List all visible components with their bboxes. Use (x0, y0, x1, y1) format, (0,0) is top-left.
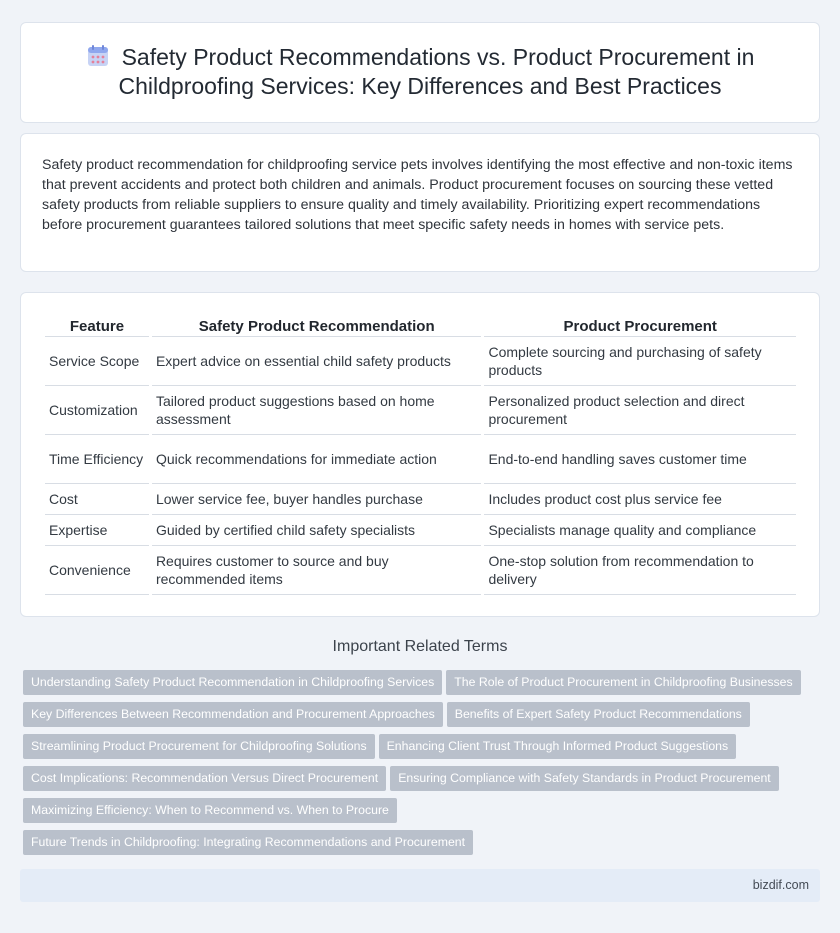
feature-cell: Service Scope (45, 337, 149, 386)
related-terms-list (23, 670, 813, 862)
footer-site-link[interactable]: bizdif.com (752, 878, 809, 892)
procurement-cell: Includes product cost plus service fee (484, 484, 796, 515)
calendar-grid-icon (86, 44, 110, 68)
comparison-table (42, 317, 799, 595)
feature-cell: Expertise (45, 515, 149, 546)
related-term-tag[interactable]: Streamlining Product Procurement for Childproofing Solutions (23, 734, 375, 759)
table-row (45, 435, 796, 484)
feature-cell: Customization (45, 386, 149, 435)
related-term-tag[interactable]: Enhancing Client Trust Through Informed Product Suggestions (379, 734, 737, 759)
related-terms-heading: Important Related Terms (332, 638, 508, 655)
related-term-tag[interactable]: Understanding Safety Product Recommendation in Childproofing Services (23, 670, 442, 695)
recommendation-cell: Requires customer to source and buy recommended items (152, 546, 482, 595)
table-row (45, 546, 796, 595)
recommendation-cell: Quick recommendations for immediate action (152, 435, 482, 484)
recommendation-cell: Guided by certified child safety specialists (152, 515, 482, 546)
related-term-tag[interactable]: Benefits of Expert Safety Product Recommendations (447, 702, 750, 727)
header-recommendation: Safety Product Recommendation (152, 317, 482, 337)
procurement-cell: End-to-end handling saves customer time (484, 435, 796, 484)
procurement-cell: Personalized product selection and direct procurement (484, 386, 796, 435)
intro-paragraph: Safety product recommendation for childproofing service pets involves identifying the most effective and non-toxic items that prevent accidents and protect both children and animals. Product procurement focuses on sourcing these vetted safety products from reliable suppliers to ensure quality and timely availability. Prioritizing expert recommendations before procurement guarantees tailored solutions that meet specific safety needs in homes with service pets. (42, 157, 793, 233)
feature-cell: Convenience (45, 546, 149, 595)
related-term-tag[interactable]: Ensuring Compliance with Safety Standards in Product Procurement (390, 766, 779, 791)
feature-cell: Time Efficiency (45, 435, 149, 484)
procurement-cell: Complete sourcing and purchasing of safety products (484, 337, 796, 386)
title-card (20, 22, 820, 123)
procurement-cell: One-stop solution from recommendation to delivery (484, 546, 796, 595)
related-term-tag[interactable]: Future Trends in Childproofing: Integrating Recommendations and Procurement (23, 830, 473, 855)
intro-card (20, 133, 820, 272)
related-term-tag[interactable]: Key Differences Between Recommendation and Procurement Approaches (23, 702, 443, 727)
recommendation-cell: Tailored product suggestions based on home assessment (152, 386, 482, 435)
recommendation-cell: Lower service fee, buyer handles purchase (152, 484, 482, 515)
table-row (45, 484, 796, 515)
table-header-row (45, 317, 796, 337)
page-title (21, 43, 819, 101)
table-row (45, 515, 796, 546)
footer-bar (20, 869, 820, 902)
table-row (45, 386, 796, 435)
related-term-tag[interactable]: Maximizing Efficiency: When to Recommend vs. When to Procure (23, 798, 397, 823)
table-row (45, 337, 796, 386)
feature-cell: Cost (45, 484, 149, 515)
procurement-cell: Specialists manage quality and compliance (484, 515, 796, 546)
comparison-card (20, 292, 820, 617)
related-term-tag[interactable]: The Role of Product Procurement in Childproofing Businesses (446, 670, 800, 695)
recommendation-cell: Expert advice on essential child safety products (152, 337, 482, 386)
header-feature: Feature (45, 317, 149, 337)
page-title-text: Safety Product Recommendations vs. Product Procurement in Childproofing Services: Key Differences and Best Practices (118, 44, 755, 99)
related-term-tag[interactable]: Cost Implications: Recommendation Versus Direct Procurement (23, 766, 386, 791)
header-procurement: Product Procurement (484, 317, 796, 337)
